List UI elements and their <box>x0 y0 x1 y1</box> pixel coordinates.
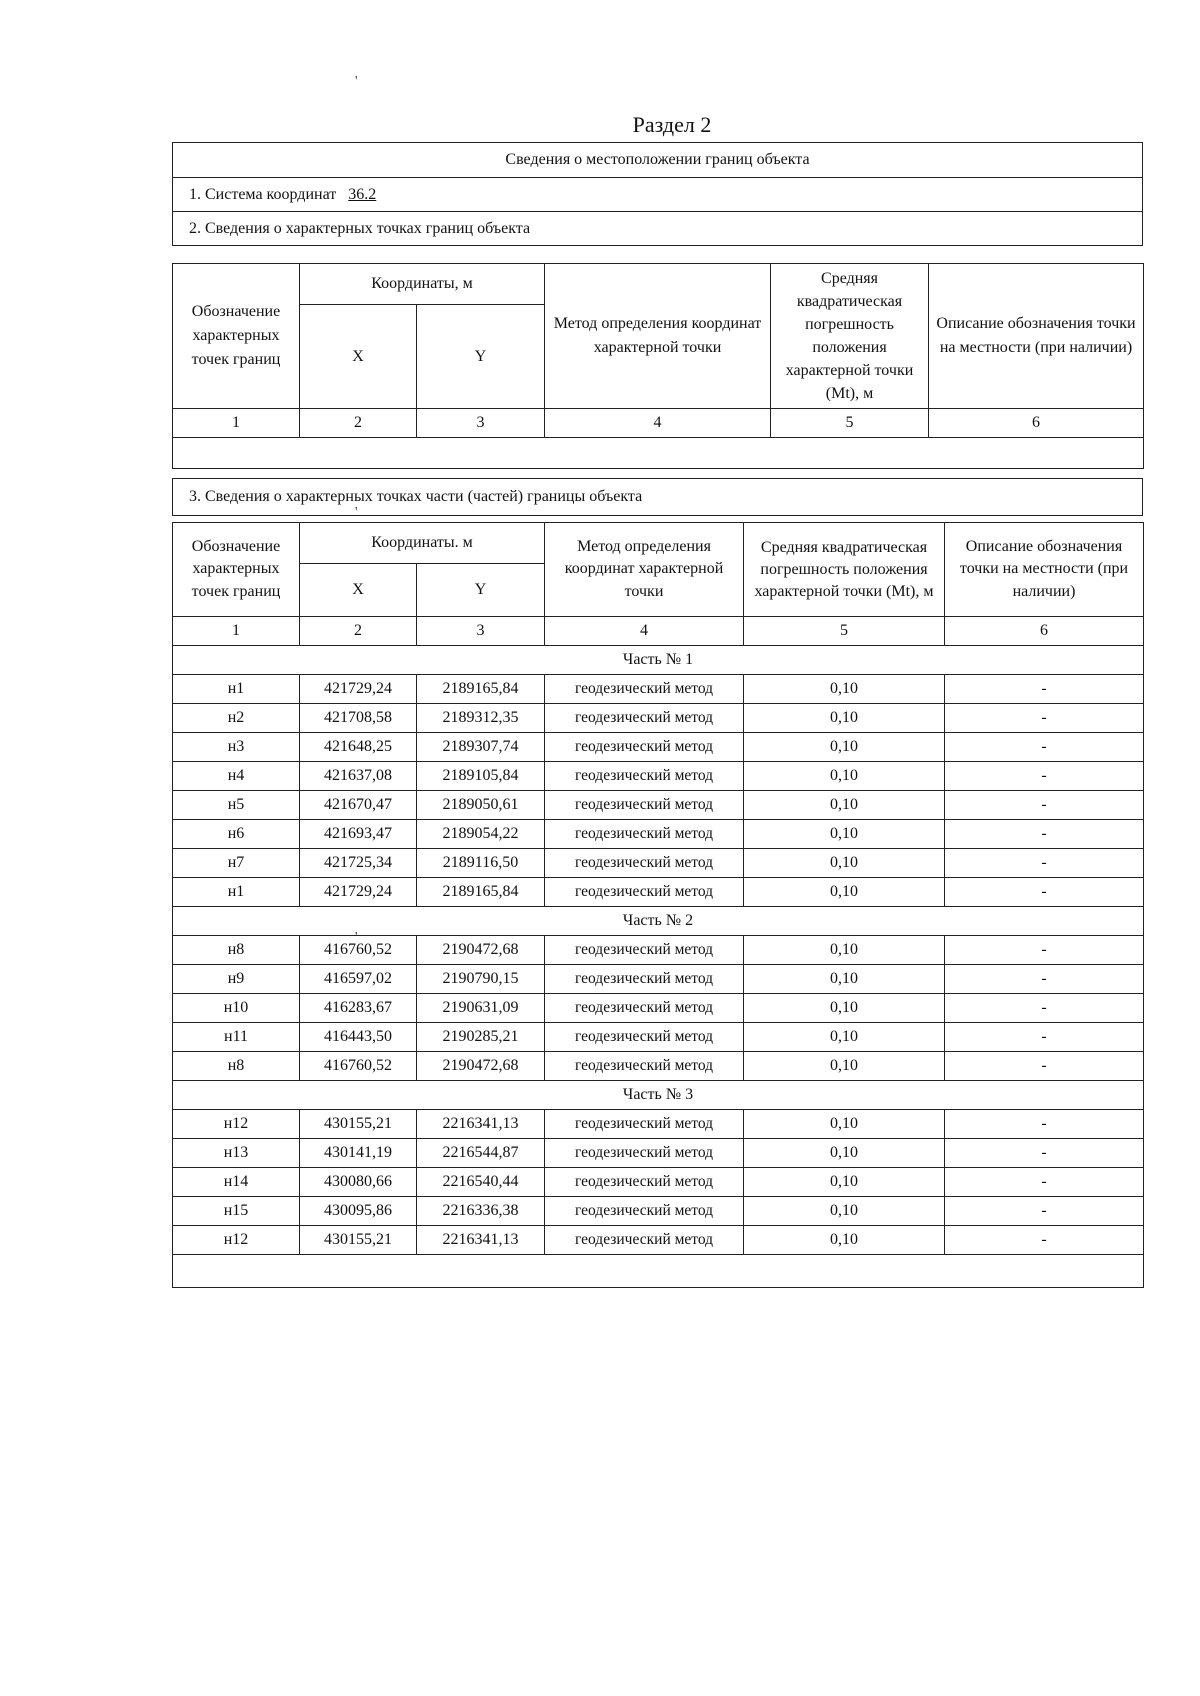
table-row <box>173 1226 1144 1255</box>
table-row <box>173 936 1144 965</box>
method: геодезический метод <box>545 675 744 704</box>
point-designation: н12 <box>173 1110 300 1139</box>
mean-error: 0,10 <box>744 849 945 878</box>
part-label: Часть № 2 <box>173 907 1144 936</box>
mean-error: 0,10 <box>744 1052 945 1081</box>
table-row <box>173 1168 1144 1197</box>
coord-system-label: 1. Система координат <box>189 186 337 203</box>
point-designation: н12 <box>173 1226 300 1255</box>
coord-x: 421648,25 <box>300 733 417 762</box>
point-designation: н5 <box>173 791 300 820</box>
page-title: Раздел 2 <box>632 112 712 137</box>
column-number: 4 <box>545 409 771 438</box>
description: - <box>945 1139 1144 1168</box>
coord-system-line <box>173 177 1142 211</box>
description: - <box>945 791 1144 820</box>
mean-error: 0,10 <box>744 1023 945 1052</box>
point-designation: н14 <box>173 1168 300 1197</box>
coord-y: 2189105,84 <box>417 762 545 791</box>
empty-cell <box>173 1255 1144 1288</box>
mean-error: 0,10 <box>744 704 945 733</box>
empty-row <box>173 438 1144 469</box>
header-coordinates: Координаты, м <box>300 264 545 305</box>
table-row <box>173 733 1144 762</box>
coord-y: 2190472,68 <box>417 1052 545 1081</box>
table-row <box>173 965 1144 994</box>
part-points-table <box>172 522 1144 1288</box>
mean-error: 0,10 <box>744 1110 945 1139</box>
coord-y: 2190472,68 <box>417 936 545 965</box>
description: - <box>945 704 1144 733</box>
column-number: 5 <box>771 409 929 438</box>
part-header-row <box>173 1081 1144 1110</box>
description: - <box>945 1110 1144 1139</box>
column-number: 6 <box>945 617 1144 646</box>
part-label: Часть № 1 <box>173 646 1144 675</box>
header-method: Метод определения координат характерной точки <box>545 523 744 617</box>
description: - <box>945 762 1144 791</box>
method: геодезический метод <box>545 1110 744 1139</box>
mean-error: 0,10 <box>744 820 945 849</box>
header-y: Y <box>417 564 545 617</box>
method: геодезический метод <box>545 1139 744 1168</box>
table-row <box>173 791 1144 820</box>
description: - <box>945 733 1144 762</box>
method: геодезический метод <box>545 1052 744 1081</box>
header-designation: Обозначение характерных точек границ <box>173 523 300 617</box>
mean-error: 0,10 <box>744 733 945 762</box>
coord-y: 2189165,84 <box>417 878 545 907</box>
mean-error: 0,10 <box>744 675 945 704</box>
table-row <box>173 762 1144 791</box>
header-x: X <box>300 564 417 617</box>
coord-y: 2189054,22 <box>417 820 545 849</box>
coord-x: 430095,86 <box>300 1197 417 1226</box>
location-info-box <box>172 142 1143 246</box>
table-row <box>173 849 1144 878</box>
point-designation: н4 <box>173 762 300 791</box>
column-number: 2 <box>300 617 417 646</box>
table-row <box>173 994 1144 1023</box>
section2-title: 2. Сведения о характерных точках границ объекта <box>173 211 1142 245</box>
description: - <box>945 1168 1144 1197</box>
table-row <box>173 1023 1144 1052</box>
point-designation: н2 <box>173 704 300 733</box>
mean-error: 0,10 <box>744 1197 945 1226</box>
method: геодезический метод <box>545 878 744 907</box>
boundary-points-table <box>172 263 1144 469</box>
description: - <box>945 1052 1144 1081</box>
coord-y: 2190790,15 <box>417 965 545 994</box>
table-row <box>173 1110 1144 1139</box>
coord-x: 416597,02 <box>300 965 417 994</box>
coord-x: 430155,21 <box>300 1226 417 1255</box>
method: геодезический метод <box>545 704 744 733</box>
coord-x: 416443,50 <box>300 1023 417 1052</box>
column-number: 5 <box>744 617 945 646</box>
coord-y: 2216336,38 <box>417 1197 545 1226</box>
method: геодезический метод <box>545 849 744 878</box>
header-error: Средняя квадратическая погрешность положения характерной точки (Mt), м <box>771 264 929 409</box>
header-error: Средняя квадратическая погрешность положения характерной точки (Mt), м <box>744 523 945 617</box>
coord-y: 2189307,74 <box>417 733 545 762</box>
part-header-row <box>173 646 1144 675</box>
description: - <box>945 675 1144 704</box>
point-designation: н10 <box>173 994 300 1023</box>
coord-x: 421708,58 <box>300 704 417 733</box>
coord-y: 2189165,84 <box>417 675 545 704</box>
column-number: 3 <box>417 409 545 438</box>
method: геодезический метод <box>545 820 744 849</box>
mean-error: 0,10 <box>744 762 945 791</box>
coord-y: 2216540,44 <box>417 1168 545 1197</box>
coord-x: 430080,66 <box>300 1168 417 1197</box>
point-designation: н13 <box>173 1139 300 1168</box>
coord-y: 2189050,61 <box>417 791 545 820</box>
method: геодезический метод <box>545 936 744 965</box>
coord-y: 2216544,87 <box>417 1139 545 1168</box>
header-coordinates: Координаты. м <box>300 523 545 564</box>
coord-x: 421693,47 <box>300 820 417 849</box>
mean-error: 0,10 <box>744 936 945 965</box>
method: геодезический метод <box>545 762 744 791</box>
description: - <box>945 1226 1144 1255</box>
coord-x: 430155,21 <box>300 1110 417 1139</box>
table-row <box>173 704 1144 733</box>
part-label: Часть № 3 <box>173 1081 1144 1110</box>
stray-mark: ' <box>355 505 358 520</box>
column-number: 1 <box>173 409 300 438</box>
method: геодезический метод <box>545 965 744 994</box>
coord-x: 416760,52 <box>300 936 417 965</box>
point-designation: н7 <box>173 849 300 878</box>
section-header: Сведения о местоположении границ объекта <box>505 151 810 168</box>
coord-y: 2216341,13 <box>417 1110 545 1139</box>
coord-x: 416283,67 <box>300 994 417 1023</box>
mean-error: 0,10 <box>744 878 945 907</box>
coord-x: 421637,08 <box>300 762 417 791</box>
table-row <box>173 1052 1144 1081</box>
part-header-row <box>173 907 1144 936</box>
mean-error: 0,10 <box>744 1139 945 1168</box>
coord-x: 421729,24 <box>300 878 417 907</box>
header-x: X <box>300 305 417 409</box>
description: - <box>945 1197 1144 1226</box>
description: - <box>945 849 1144 878</box>
point-designation: н11 <box>173 1023 300 1052</box>
point-designation: н8 <box>173 1052 300 1081</box>
mean-error: 0,10 <box>744 994 945 1023</box>
point-designation: н15 <box>173 1197 300 1226</box>
mean-error: 0,10 <box>744 1226 945 1255</box>
method: геодезический метод <box>545 1023 744 1052</box>
coord-y: 2216341,13 <box>417 1226 545 1255</box>
description: - <box>945 994 1144 1023</box>
method: геодезический метод <box>545 1197 744 1226</box>
coord-x: 421729,24 <box>300 675 417 704</box>
coord-y: 2189312,35 <box>417 704 545 733</box>
mean-error: 0,10 <box>744 1168 945 1197</box>
column-number: 6 <box>929 409 1144 438</box>
table-row <box>173 675 1144 704</box>
mean-error: 0,10 <box>744 791 945 820</box>
point-designation: н6 <box>173 820 300 849</box>
method: геодезический метод <box>545 994 744 1023</box>
point-designation: н3 <box>173 733 300 762</box>
method: геодезический метод <box>545 791 744 820</box>
table-row <box>173 1139 1144 1168</box>
mean-error: 0,10 <box>744 965 945 994</box>
table-row <box>173 820 1144 849</box>
section3-title: 3. Сведения о характерных точках части (частей) границы объекта <box>189 488 643 505</box>
coord-x: 421725,34 <box>300 849 417 878</box>
stray-mark: ' <box>355 74 358 89</box>
point-designation: н1 <box>173 878 300 907</box>
stray-mark: ' <box>355 930 358 945</box>
section3-box <box>172 478 1143 516</box>
coord-x: 421670,47 <box>300 791 417 820</box>
coord-x: 430141,19 <box>300 1139 417 1168</box>
coord-y: 2190285,21 <box>417 1023 545 1052</box>
method: геодезический метод <box>545 733 744 762</box>
point-designation: н1 <box>173 675 300 704</box>
empty-row <box>173 1255 1144 1288</box>
point-designation: н9 <box>173 965 300 994</box>
column-number: 3 <box>417 617 545 646</box>
column-number: 1 <box>173 617 300 646</box>
description: - <box>945 1023 1144 1052</box>
part-points-body <box>173 646 1144 1288</box>
coord-x: 416760,52 <box>300 1052 417 1081</box>
method: геодезический метод <box>545 1168 744 1197</box>
description: - <box>945 965 1144 994</box>
header-description: Описание обозначения точки на местности (при наличии) <box>929 264 1144 409</box>
description: - <box>945 878 1144 907</box>
table-row <box>173 1197 1144 1226</box>
coord-y: 2189116,50 <box>417 849 545 878</box>
column-number: 4 <box>545 617 744 646</box>
description: - <box>945 936 1144 965</box>
description: - <box>945 820 1144 849</box>
table-row <box>173 878 1144 907</box>
coord-system-value: 36.2 <box>348 186 377 203</box>
header-method: Метод определения координат характерной точки <box>545 264 771 409</box>
header-description: Описание обозначения точки на местности (при наличии) <box>945 523 1144 617</box>
method: геодезический метод <box>545 1226 744 1255</box>
point-designation: н8 <box>173 936 300 965</box>
coord-y: 2190631,09 <box>417 994 545 1023</box>
header-y: Y <box>417 305 545 409</box>
header-designation: Обозначение характерных точек границ <box>173 264 300 409</box>
column-number: 2 <box>300 409 417 438</box>
